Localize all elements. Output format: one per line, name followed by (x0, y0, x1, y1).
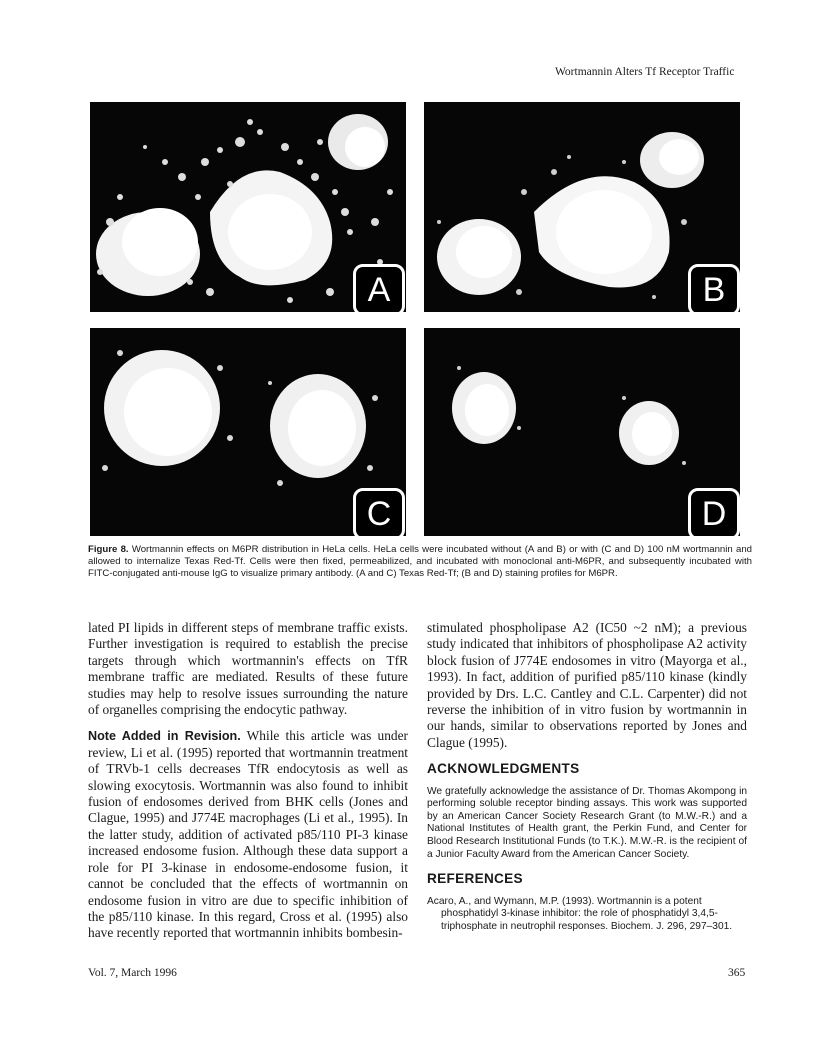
note-title: Note Added in Revision. (88, 729, 241, 744)
figure-panel-b (424, 102, 740, 312)
right-paragraph-1: stimulated phospholipase A2 (IC50 ~2 nM); a previous study indicated that inhibitors of phospholipase A2 activity block fusion of J774E endosomes in vitro (Mayorga et al., 1993). In fact, addition of purified p85/110 kinase (kindly provided by Drs. L.C. Cantley and C.L. Carpenter) did not reverse the inhibition of in vitro fusion by wortmannin in our hands, similar to observations reported by Jones and Clague (1995). (427, 620, 747, 750)
left-paragraph-1: lated PI lipids in different steps of membrane traffic exists. Further investigation is required to establish the precise targets through which wortmannin's effects on TfR membrane traffic are mediated. Results of these future studies may help to resolve issues surrounding the nature of organelles comprising the endocytic pathway. (88, 620, 408, 718)
panel-label-b: B (688, 264, 740, 312)
references-heading: REFERENCES (427, 871, 523, 887)
caption-label: Figure 8. (88, 544, 129, 555)
right-column (427, 620, 747, 943)
running-head: Wortmannin Alters Tf Receptor Traffic (555, 66, 735, 78)
footer-volume: Vol. 7, March 1996 (88, 967, 177, 979)
panel-label-a: A (353, 264, 405, 312)
note-added-paragraph (88, 728, 408, 941)
reference-item: Acaro, A., and Wymann, M.P. (1993). Wortmannin is a potent phosphatidyl 3-kinase inhibitor: the role of phosphatidyl 3,4,5-triphosphate in neutrophil responses. Biochem. J. 296, 297–301. (427, 895, 733, 932)
left-column (88, 620, 408, 952)
acknowledgments-text: We gratefully acknowledge the assistance of Dr. Thomas Akompong in performing soluble receptor binding assays. This work was supported by an American Cancer Society Research Grant (to M.W.-R.) and a National Institutes of Health grant, the Perkin Fund, and Center for Blood Research Institutional Funds (to T.K.). M.W.-R. is the recipient of a Junior Faculty Award from the American Cancer Society. (427, 785, 747, 860)
acknowledgments-heading: ACKNOWLEDGMENTS (427, 761, 580, 777)
caption-text: Wortmannin effects on M6PR distribution in HeLa cells. HeLa cells were incubated without (A and B) or with (C and D) 100 nM wortmannin and allowed to internalize Texas Red-Tf. Cells were then fixed, permeabilized, and incubated with monoclonal anti-M6PR, and subsequently incubated with FITC-conjugated anti-mouse IgG to visualize primary antibody. (A and C) Texas Red-Tf; (B and D) staining profiles for M6PR. (88, 544, 752, 579)
panel-label-c: C (353, 488, 405, 536)
figure-panel-d (424, 328, 740, 536)
page-number: 365 (728, 967, 746, 979)
figure-caption (88, 544, 752, 580)
figure-panel-a (90, 102, 406, 312)
note-text: While this article was under review, Li et al. (1995) reported that wortmannin treatment of TRVb-1 cells decreases TfR endocytosis as well as slowing exocytosis. Wortmannin was also found to inhibit fusion of endosomes derived from BHK cells (Jones and Clague, 1995) and J774E macrophages (Li et al., 1995). In the latter study, addition of activated p85/110 PI-3 kinase increased endosome fusion. Although these data support a role for PI 3-kinase in endosome-endosome fusion, it cannot be concluded that the effects of wortmannin on endosome fusion in vitro are due to specific inhibition of the p85/110 kinase. In this regard, Cross et al. (1995) also have recently reported that wortmannin inhibits bombesin- (88, 728, 409, 941)
figure-panel-c (90, 328, 406, 536)
panel-label-d: D (688, 488, 740, 536)
